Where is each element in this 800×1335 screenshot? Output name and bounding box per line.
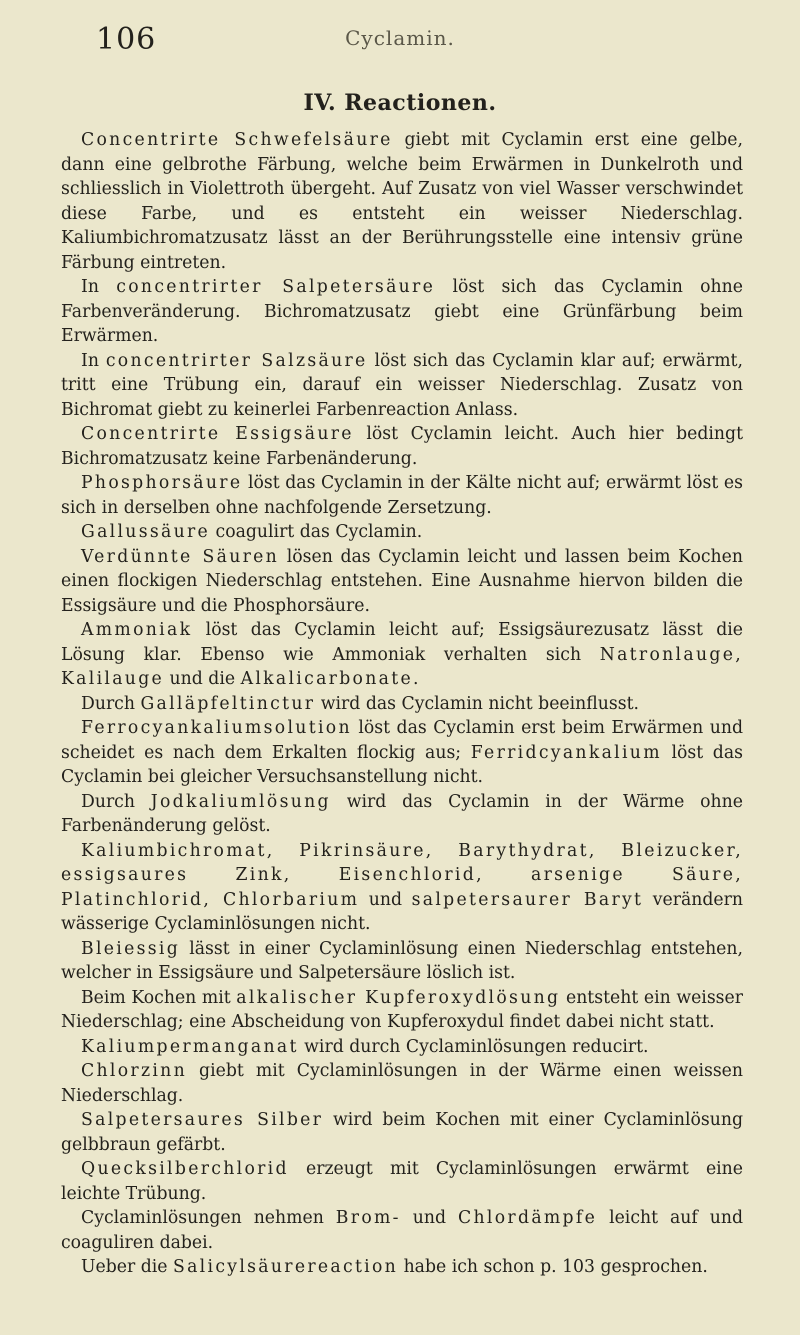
paragraph	[61, 520, 743, 545]
running-head	[0, 22, 800, 62]
running-title: Cyclamin.	[345, 26, 455, 50]
text-run: und	[359, 889, 412, 910]
paragraph	[61, 422, 743, 471]
paragraph	[61, 937, 743, 986]
spaced-term: Concentrirte Schwefelsäure	[81, 130, 393, 150]
spaced-term: Ammoniak	[81, 620, 193, 640]
text-run: wird das Cyclamin nicht beeinflusst.	[315, 693, 640, 714]
spaced-term: Kaliumpermanganat	[81, 1036, 299, 1057]
text-run: löst das Cyclamin in der Kälte nicht auf; erwärmt löst es sich in derselben ohne nachfolgende Zersetzung.	[61, 473, 743, 518]
text-run: wird durch Cyclaminlösungen reducirt.	[298, 1036, 649, 1057]
paragraph	[61, 790, 743, 839]
text-run: Durch	[81, 791, 151, 812]
paragraph	[61, 545, 743, 619]
section-heading: IV. Reactionen.	[303, 90, 497, 116]
paragraph	[61, 128, 743, 275]
spaced-term: Jodkaliumlösung	[150, 791, 331, 812]
spaced-term: Brom-	[335, 1208, 401, 1228]
text-run: löst das Cyclamin bei gleicher Versuchsanstellung nicht.	[61, 742, 743, 787]
spaced-term: Chlordämpfe	[458, 1208, 598, 1228]
paragraph	[61, 692, 743, 717]
text-run: wird beim Kochen mit einer Cyclaminlösung gelbbraun gefärbt.	[61, 1110, 743, 1155]
text-run: In	[81, 350, 106, 371]
text-run: löst Cyclamin leicht. Auch hier bedingt Bichromatzusatz keine Farbenänderung.	[61, 424, 743, 469]
paragraph	[61, 349, 743, 423]
paragraph	[61, 1059, 743, 1108]
spaced-term: Natronlauge, Kalilauge	[61, 644, 743, 689]
paragraph	[61, 471, 743, 520]
paragraph	[61, 618, 743, 692]
paragraph	[61, 1108, 743, 1157]
text-run: erzeugt mit Cyclaminlösungen erwärmt eine leichte Trübung.	[61, 1159, 743, 1204]
paragraph	[61, 1255, 743, 1280]
spaced-term: Salicylsäurereaction	[172, 1257, 399, 1277]
spaced-term: Salpetersaures Silber	[81, 1110, 324, 1130]
text-run: habe ich schon p. 103 gesprochen.	[398, 1257, 708, 1277]
text-run: wird das Cyclamin in der Wärme ohne Farbenänderung gelöst.	[61, 791, 743, 836]
text-run: und die	[164, 669, 241, 689]
text-run: entsteht ein weisser Niederschlag; eine Abscheidung von Kupferoxydul findet dabei nicht statt.	[61, 987, 743, 1032]
paragraph	[61, 1206, 743, 1255]
spaced-term: Verdünnte Säuren	[81, 546, 280, 567]
text-run: Durch	[81, 693, 141, 714]
text-run: giebt mit Cyclaminlösungen in der Wärme einen weissen Niederschlag.	[61, 1061, 743, 1106]
paragraph	[61, 839, 743, 937]
text-run: lässt in einer Cyclaminlösung einen Niederschlag entstehen, welcher in Essigsäure und Salpetersäure löslich ist.	[61, 938, 743, 983]
spaced-term: Gallussäure	[81, 522, 211, 542]
spaced-term: Ferridcyankalium	[470, 742, 662, 763]
text-run: leicht auf und coaguliren dabei.	[61, 1208, 744, 1253]
text-run: und	[400, 1208, 459, 1228]
spaced-term: Ferrocyankaliumsolution	[81, 718, 352, 738]
page-number: 106	[96, 22, 157, 57]
spaced-term: concentrirter Salpetersäure	[116, 277, 436, 297]
text-run: Ueber die	[81, 1257, 173, 1277]
spaced-term: alkalischer Kupferoxydlösung	[236, 987, 561, 1008]
spaced-term: Bleiessig	[81, 938, 181, 959]
paragraph	[61, 1035, 743, 1060]
text-run: löst das Cyclamin leicht auf; Essigsäurezusatz lässt die Lösung klar. Ebenso wie Ammoniak verhalten sich	[61, 620, 743, 665]
text-run: coagulirt das Cyclamin.	[210, 522, 423, 542]
text-run: giebt mit Cyclamin erst eine gelbe, dann eine gelbrothe Färbung, welche beim Erwärmen in Dunkelroth und schliesslich in Violettroth übergeht. Auf Zusatz von viel Wasser verschwindet diese Farbe, und es entsteht ein weisser Niederschlag. Kaliumbichromatzusatz lässt an der Berührungsstelle eine intensiv grüne Färbung eintreten.	[61, 130, 743, 273]
text-run: Cyclaminlösungen nehmen	[81, 1208, 336, 1228]
spaced-term: Galläpfeltinctur	[140, 693, 316, 714]
spaced-term: Alkalicarbonate.	[240, 669, 421, 689]
text-run: löst das Cyclamin erst beim Erwärmen und scheidet es nach dem Erkalten flockig aus;	[61, 718, 743, 763]
paragraph	[61, 716, 743, 790]
paragraph	[61, 275, 743, 349]
spaced-term: concentrirter Salzsäure	[105, 350, 368, 371]
text-run: In	[81, 277, 117, 297]
text-run: Beim Kochen mit	[81, 987, 237, 1008]
paragraph	[61, 1157, 743, 1206]
text-run: verändern wässerige Cyclaminlösungen nicht.	[61, 889, 743, 934]
paragraph	[61, 986, 743, 1035]
spaced-term: salpetersaurer Baryt	[411, 889, 644, 910]
spaced-term: Phosphorsäure	[81, 473, 243, 493]
spaced-term: Chlorzinn	[81, 1061, 187, 1081]
spaced-term: Concentrirte Essigsäure	[81, 424, 354, 444]
body-text	[61, 128, 743, 1280]
spaced-term: Quecksilberchlorid	[81, 1159, 289, 1179]
text-run: löst sich das Cyclamin ohne Farbenveränderung. Bichromatzusatz giebt eine Grünfärbung beim Erwärmen.	[61, 277, 743, 346]
text-run: löst sich das Cyclamin klar auf; erwärmt, tritt eine Trübung ein, darauf ein weisser Niederschlag. Zusatz von Bichromat giebt zu keinerlei Farbenreaction Anlass.	[61, 350, 743, 420]
spaced-term: Kaliumbichromat, Pikrinsäure, Barythydrat, Bleizucker, essigsaures Zink, Eisenchlorid, arsenige Säure, Platinchlorid, Chlorbarium	[61, 840, 743, 910]
text-run: lösen das Cyclamin leicht und lassen beim Kochen einen flockigen Niederschlag entstehen. Eine Ausnahme hiervon bilden die Essigsäure und die Phosphorsäure.	[61, 546, 743, 616]
